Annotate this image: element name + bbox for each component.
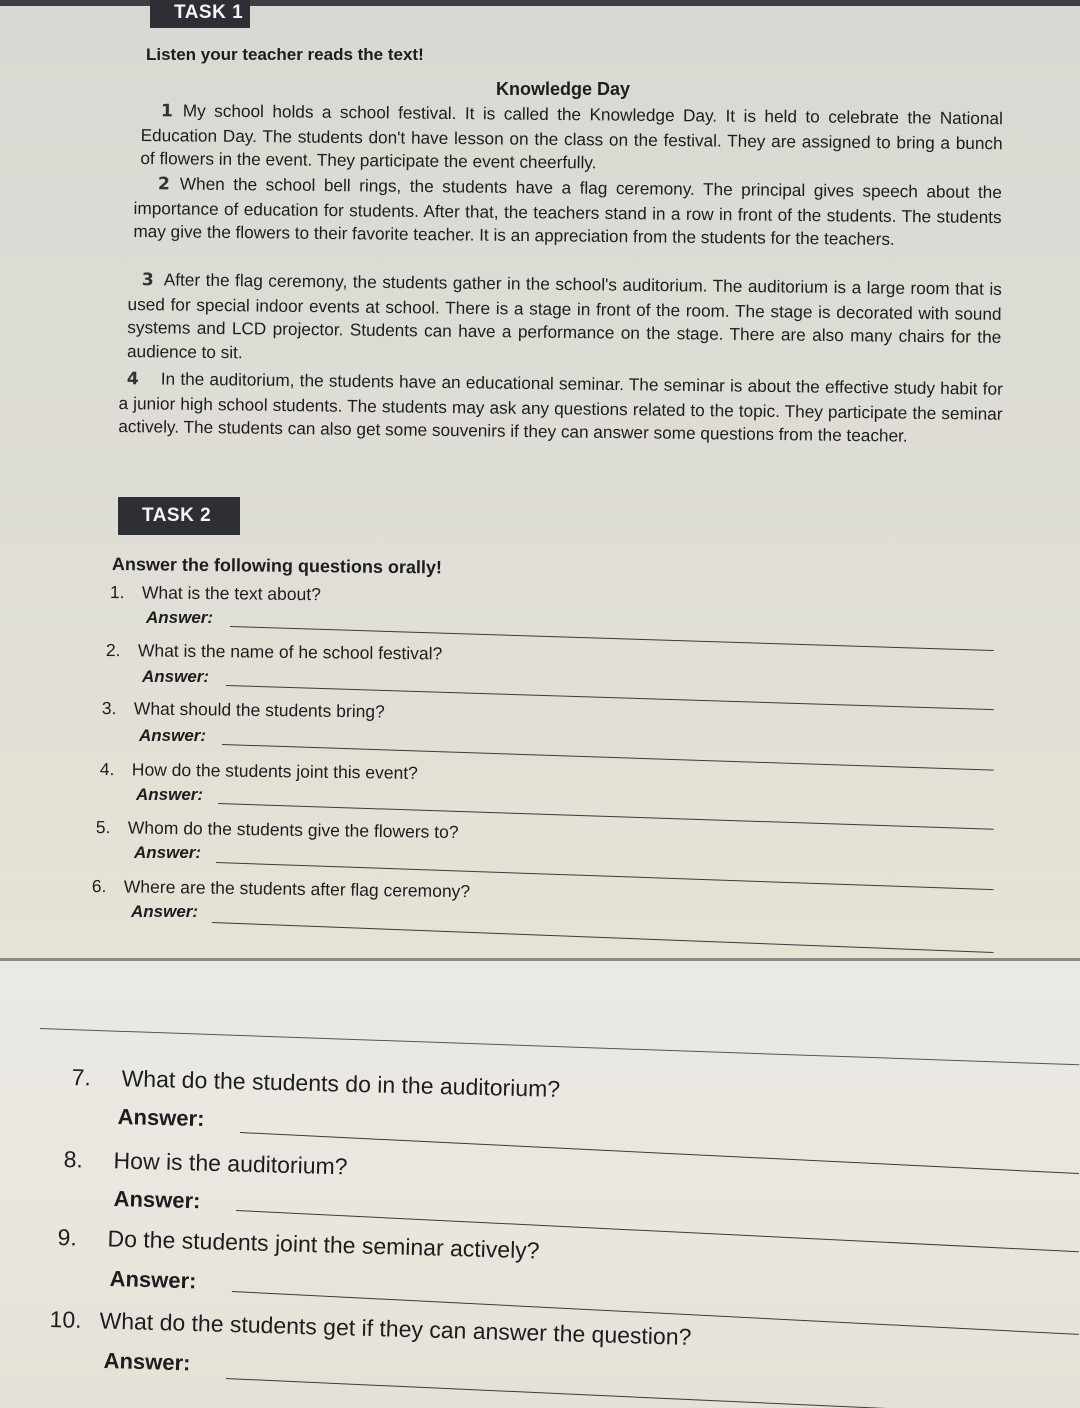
paragraph-mark: 3 <box>141 270 154 291</box>
paragraph-mark: 4 <box>126 369 139 390</box>
answer-label-10: Answer: <box>103 1348 191 1376</box>
paragraph-2 <box>133 172 1002 253</box>
answer-line-10[interactable] <box>226 1378 1079 1408</box>
answer-line-6[interactable] <box>212 922 993 953</box>
photo-seam <box>0 958 1080 961</box>
answer-label-1: Answer: <box>146 608 214 627</box>
paragraph-3 <box>127 268 1002 373</box>
question-10: 10. What do the students get if they can answer the question? <box>49 1306 692 1350</box>
answer-label-4: Answer: <box>136 785 204 804</box>
answer-label-2: Answer: <box>142 667 210 686</box>
question-9: 9. Do the students joint the seminar actively? <box>57 1224 540 1264</box>
task1-instruction: Listen your teacher reads the text! <box>146 45 424 64</box>
paragraph-text: In the auditorium, the students have an educational seminar. The seminar is about the effective study habit for a junior high school students. The students may ask any questions related to the topic. They participate the seminar actively. The students can also get some souvenirs if they can answer some questions from the teacher. <box>118 368 1003 446</box>
answer-label-6: Answer: <box>131 902 199 921</box>
question-6: 6. Where are the students after flag ceremony? <box>91 876 471 902</box>
question-8: 8. How is the auditorium? <box>63 1146 348 1180</box>
answer-label-9: Answer: <box>109 1266 197 1294</box>
paragraph-text: When the school bell rings, the students have a flag ceremony. The principal gives speech about the importance of education for students. After that, the teachers stand in a row in front of the students. The students may give the flowers to their favorite teacher. It is an appreciation from the students for the teachers. <box>133 173 1002 249</box>
answer-line-7[interactable] <box>240 1132 1079 1174</box>
task1-badge: TASK 1 <box>150 0 250 28</box>
question-2: 2. What is the name of he school festival? <box>105 640 443 664</box>
question-7: 7. What do the students do in the auditorium? <box>71 1064 561 1102</box>
text-title: Knowledge Day <box>496 79 631 99</box>
answer-label-7: Answer: <box>117 1104 205 1132</box>
paragraph-mark: 1 <box>160 101 173 122</box>
task2-instruction: Answer the following questions orally! <box>111 554 443 578</box>
answer-label-5: Answer: <box>134 843 202 862</box>
answer-label-3: Answer: <box>139 726 207 745</box>
question-1: 1. What is the text about? <box>109 582 321 605</box>
answer-label-8: Answer: <box>113 1186 201 1214</box>
worksheet-photo-bottom <box>0 958 1080 1408</box>
paragraph-1 <box>140 99 1003 179</box>
paragraph-text: My school holds a school festival. It is called the Knowledge Day. It is held to celebrate the National Education Day. The students don't have lesson on the class on the festival. They are assigned to bring a bunch of flowers in the event. They participate the event cheerfully. <box>140 100 1003 173</box>
question-4: 4. How do the students joint this event? <box>99 759 418 783</box>
page-rule <box>40 1028 1079 1065</box>
paragraph-4 <box>118 367 1003 449</box>
question-3: 3. What should the students bring? <box>101 698 385 722</box>
question-5: 5. Whom do the students give the flowers to? <box>95 817 459 843</box>
paragraph-text: After the flag ceremony, the students gather in the school's auditorium. The auditorium is a large room that is used for special indoor events at school. There is a stage in front of the room. The stage is decorated with sound systems and LCD projector. Students can have a performance on the stage. There are also many chairs for the audience to sit. <box>126 269 1002 362</box>
task2-badge: TASK 2 <box>118 497 240 535</box>
paragraph-mark: 2 <box>157 174 170 195</box>
